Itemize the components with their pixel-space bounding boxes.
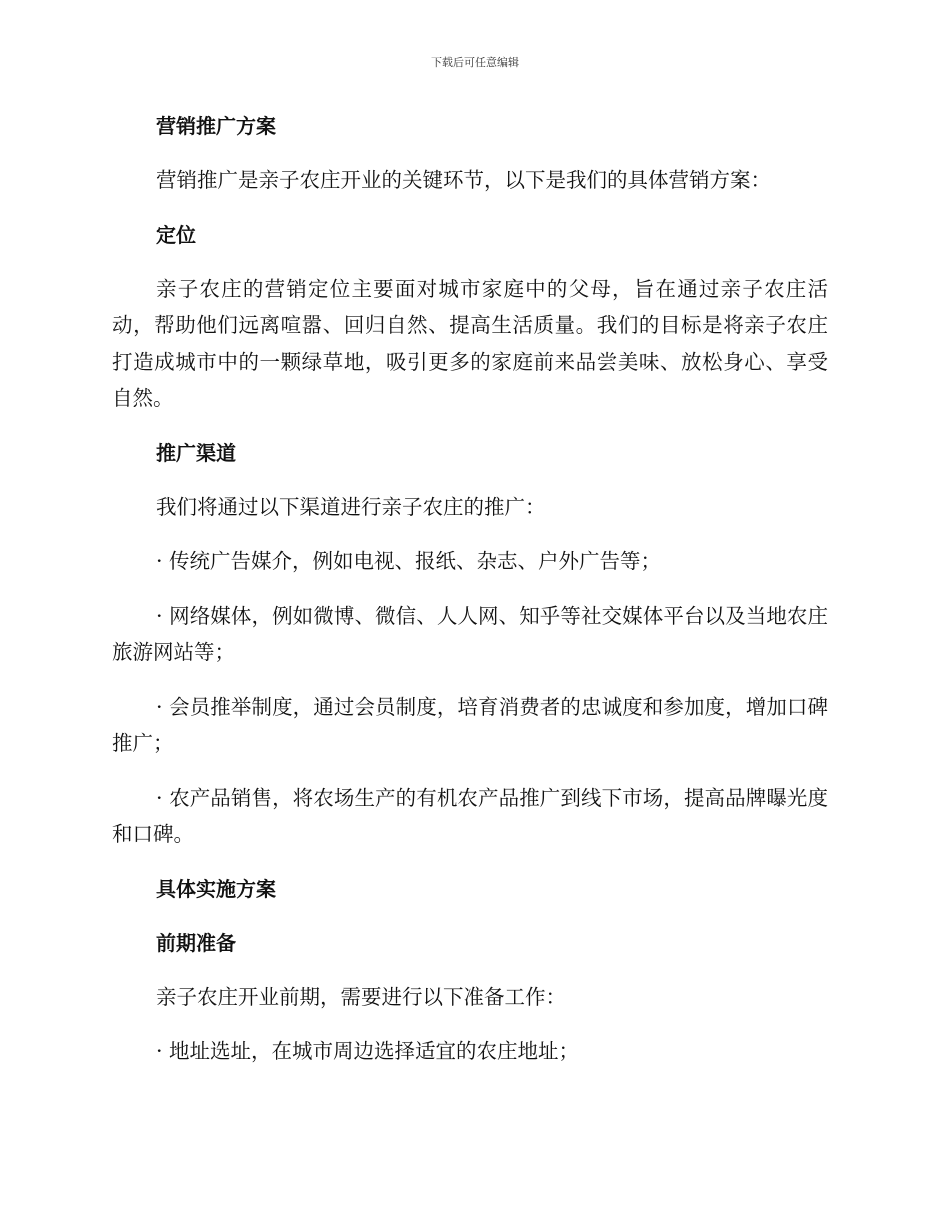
section-heading-channels: 推广渠道 bbox=[156, 440, 236, 465]
page-header-note: 下载后可任意编辑 bbox=[431, 56, 519, 69]
paragraph-channels-intro: 我们将通过以下渠道进行亲子农庄的推广： bbox=[156, 494, 546, 519]
document-body bbox=[112, 108, 828, 1088]
section-heading-positioning: 定位 bbox=[156, 222, 196, 247]
list-item: · 地址选址，在城市周边选择适宜的农庄地址； bbox=[156, 1039, 580, 1063]
paragraph-preparation-intro: 亲子农庄开业前期，需要进行以下准备工作： bbox=[156, 984, 566, 1009]
section-heading-implementation: 具体实施方案 bbox=[156, 876, 276, 901]
list-item: · 传统广告媒介，例如电视、报纸、杂志、户外广告等； bbox=[156, 549, 662, 573]
section-heading-preparation: 前期准备 bbox=[156, 930, 236, 955]
list-item: · 会员推举制度，通过会员制度，培育消费者的忠诚度和参加度，增加口碑推广； bbox=[112, 694, 828, 755]
list-item: · 农产品销售，将农场生产的有机农产品推广到线下市场，提高品牌曝光度和口碑。 bbox=[112, 785, 828, 846]
list-item: · 网络媒体，例如微博、微信、人人网、知乎等社交媒体平台以及当地农庄旅游网站等； bbox=[112, 603, 828, 664]
section-heading-marketing: 营销推广方案 bbox=[156, 114, 276, 138]
paragraph-marketing-intro: 营销推广是亲子农庄开业的关键环节，以下是我们的具体营销方案： bbox=[156, 168, 771, 192]
paragraph-positioning: 亲子农庄的营销定位主要面对城市家庭中的父母，旨在通过亲子农庄活动，帮助他们远离喧嚣、回归自然、提高生活质量。我们的目标是将亲子农庄打造成城市中的一颗绿草地，吸引更多的家庭前来品尝美味、放松身心、享受自然。 bbox=[112, 276, 828, 410]
